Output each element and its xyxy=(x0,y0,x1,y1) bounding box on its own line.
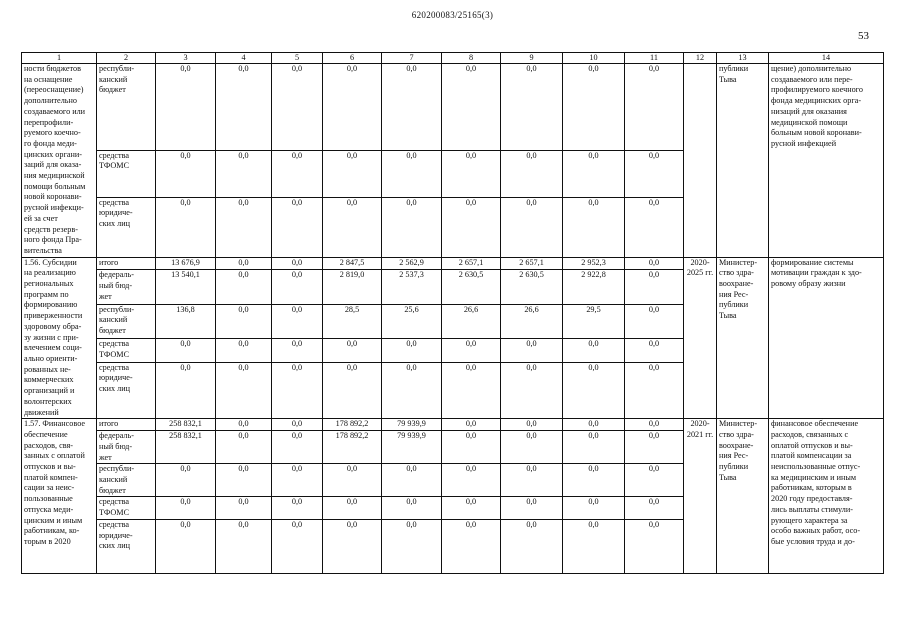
amount-cell: 0,0 xyxy=(625,270,684,305)
funding-source-cell: средства ТФОМС xyxy=(97,150,156,197)
amount-cell: 0,0 xyxy=(272,419,323,431)
amount-cell: 0,0 xyxy=(156,150,216,197)
amount-cell: 0,0 xyxy=(501,150,563,197)
amount-cell: 0,0 xyxy=(625,339,684,362)
amount-cell: 178 892,2 xyxy=(323,419,382,431)
amount-cell: 0,0 xyxy=(382,150,442,197)
amount-cell: 0,0 xyxy=(216,64,272,151)
amount-cell: 79 939,9 xyxy=(382,419,442,431)
amount-cell: 0,0 xyxy=(442,519,501,573)
amount-cell: 0,0 xyxy=(323,362,382,418)
amount-cell: 0,0 xyxy=(156,464,216,497)
table-row xyxy=(22,419,884,431)
funding-source-cell: итого xyxy=(97,419,156,431)
amount-cell: 0,0 xyxy=(323,519,382,573)
budget-table xyxy=(21,52,884,574)
amount-cell: 2 537,3 xyxy=(382,270,442,305)
amount-cell: 0,0 xyxy=(625,64,684,151)
amount-cell: 0,0 xyxy=(501,519,563,573)
amount-cell: 0,0 xyxy=(625,497,684,519)
column-number-row xyxy=(22,53,884,64)
amount-cell: 0,0 xyxy=(501,362,563,418)
column-number-4: 4 xyxy=(216,53,272,64)
amount-cell: 0,0 xyxy=(216,339,272,362)
document-id: 620200083/25165(3) xyxy=(411,10,494,20)
amount-cell: 0,0 xyxy=(563,419,625,431)
amount-cell: 0,0 xyxy=(442,150,501,197)
amount-cell: 26,6 xyxy=(442,304,501,339)
funding-source-cell: средства юридиче- ских лиц xyxy=(97,362,156,418)
amount-cell: 29,5 xyxy=(563,304,625,339)
column-number-12: 12 xyxy=(684,53,717,64)
amount-cell: 0,0 xyxy=(442,362,501,418)
amount-cell: 28,5 xyxy=(323,304,382,339)
amount-cell: 0,0 xyxy=(272,64,323,151)
column-number-2: 2 xyxy=(97,53,156,64)
column-number-7: 7 xyxy=(382,53,442,64)
amount-cell: 0,0 xyxy=(156,339,216,362)
amount-cell: 258 832,1 xyxy=(156,431,216,464)
amount-cell: 0,0 xyxy=(272,150,323,197)
amount-cell: 0,0 xyxy=(323,150,382,197)
amount-cell: 0,0 xyxy=(442,431,501,464)
amount-cell: 0,0 xyxy=(156,197,216,257)
amount-cell: 0,0 xyxy=(216,419,272,431)
amount-cell: 0,0 xyxy=(625,197,684,257)
column-number-8: 8 xyxy=(442,53,501,64)
amount-cell: 0,0 xyxy=(156,64,216,151)
amount-cell: 0,0 xyxy=(625,519,684,573)
activity-cell: 1.56. Субсидии на реализацию региональных программ по формированию приверженности здоровому обра- зу жизни с при- влечением соци- ально ориенти- рованных не- коммерческих организаций и волонтерских движений xyxy=(22,257,97,419)
amount-cell: 0,0 xyxy=(216,270,272,305)
amount-cell: 2 922,8 xyxy=(563,270,625,305)
amount-cell: 0,0 xyxy=(501,339,563,362)
funding-source-cell: средства юридиче- ских лиц xyxy=(97,519,156,573)
amount-cell: 79 939,9 xyxy=(382,431,442,464)
amount-cell: 2 952,3 xyxy=(563,257,625,270)
page-number: 53 xyxy=(858,30,869,42)
amount-cell: 0,0 xyxy=(501,464,563,497)
funding-source-cell: итого xyxy=(97,257,156,270)
amount-cell: 0,0 xyxy=(625,150,684,197)
period-cell: 2020- 2025 гг. xyxy=(684,257,717,419)
result-cell: финансовое обеспечение расходов, связанных с оплатой отпусков и вы- платой компенсации за неиспользованные отпус- ка медицинским и иным работникам, которым в 2020 году предоставля- лись выплаты стимули- рующего характера за особо важных работ, осо- бые условия труда и до- xyxy=(769,419,884,574)
amount-cell: 0,0 xyxy=(272,257,323,270)
amount-cell: 258 832,1 xyxy=(156,419,216,431)
amount-cell: 0,0 xyxy=(216,519,272,573)
amount-cell: 0,0 xyxy=(272,362,323,418)
amount-cell: 0,0 xyxy=(216,431,272,464)
amount-cell: 0,0 xyxy=(563,150,625,197)
funding-source-cell: средства ТФОМС xyxy=(97,497,156,519)
amount-cell: 0,0 xyxy=(563,431,625,464)
amount-cell: 0,0 xyxy=(156,497,216,519)
amount-cell: 13 676,9 xyxy=(156,257,216,270)
amount-cell: 2 819,0 xyxy=(323,270,382,305)
amount-cell: 0,0 xyxy=(382,519,442,573)
amount-cell: 0,0 xyxy=(501,419,563,431)
amount-cell: 0,0 xyxy=(272,304,323,339)
amount-cell: 0,0 xyxy=(563,197,625,257)
amount-cell: 0,0 xyxy=(563,339,625,362)
amount-cell: 2 657,1 xyxy=(501,257,563,270)
amount-cell: 178 892,2 xyxy=(323,431,382,464)
column-number-5: 5 xyxy=(272,53,323,64)
amount-cell: 0,0 xyxy=(563,519,625,573)
amount-cell: 0,0 xyxy=(563,464,625,497)
amount-cell: 2 630,5 xyxy=(501,270,563,305)
activity-cell: 1.57. Финансовое обеспечение расходов, свя- занных с оплатой отпусков и вы- платой компен- сации за неис- пользованные отпуска меди- цинским и иным работникам, ко- торым в 2020 xyxy=(22,419,97,574)
amount-cell: 0,0 xyxy=(625,362,684,418)
column-number-14: 14 xyxy=(769,53,884,64)
amount-cell: 0,0 xyxy=(323,339,382,362)
amount-cell: 0,0 xyxy=(442,197,501,257)
funding-source-cell: средства юридиче- ских лиц xyxy=(97,197,156,257)
amount-cell: 13 540,1 xyxy=(156,270,216,305)
funding-source-cell: федераль- ный бюд- жет xyxy=(97,270,156,305)
amount-cell: 0,0 xyxy=(442,339,501,362)
amount-cell: 0,0 xyxy=(625,419,684,431)
amount-cell: 0,0 xyxy=(323,64,382,151)
executor-cell: публики Тыва xyxy=(717,64,769,258)
amount-cell: 0,0 xyxy=(442,64,501,151)
amount-cell: 0,0 xyxy=(272,497,323,519)
amount-cell: 0,0 xyxy=(156,362,216,418)
amount-cell: 0,0 xyxy=(216,197,272,257)
amount-cell: 0,0 xyxy=(382,64,442,151)
amount-cell: 0,0 xyxy=(501,197,563,257)
column-number-1: 1 xyxy=(22,53,97,64)
column-number-9: 9 xyxy=(501,53,563,64)
result-cell: формирование системы мотивации граждан к здо- ровому образу жизни xyxy=(769,257,884,419)
amount-cell: 0,0 xyxy=(272,431,323,464)
amount-cell: 0,0 xyxy=(625,431,684,464)
amount-cell: 0,0 xyxy=(501,497,563,519)
amount-cell: 0,0 xyxy=(156,519,216,573)
amount-cell: 136,8 xyxy=(156,304,216,339)
amount-cell: 0,0 xyxy=(382,339,442,362)
amount-cell: 0,0 xyxy=(323,197,382,257)
funding-source-cell: республи- канский бюджет xyxy=(97,464,156,497)
amount-cell: 0,0 xyxy=(442,497,501,519)
amount-cell: 0,0 xyxy=(625,257,684,270)
period-cell: 2020- 2021 гг. xyxy=(684,419,717,574)
column-number-6: 6 xyxy=(323,53,382,64)
column-number-10: 10 xyxy=(563,53,625,64)
funding-source-cell: средства ТФОМС xyxy=(97,339,156,362)
amount-cell: 0,0 xyxy=(382,197,442,257)
amount-cell: 0,0 xyxy=(625,464,684,497)
amount-cell: 0,0 xyxy=(216,150,272,197)
amount-cell: 0,0 xyxy=(442,464,501,497)
amount-cell: 0,0 xyxy=(272,197,323,257)
column-number-3: 3 xyxy=(156,53,216,64)
amount-cell: 0,0 xyxy=(216,464,272,497)
amount-cell: 2 657,1 xyxy=(442,257,501,270)
amount-cell: 2 562,9 xyxy=(382,257,442,270)
amount-cell: 0,0 xyxy=(323,497,382,519)
amount-cell: 26,6 xyxy=(501,304,563,339)
funding-source-cell: республи- канский бюджет xyxy=(97,64,156,151)
amount-cell: 0,0 xyxy=(625,304,684,339)
amount-cell: 0,0 xyxy=(563,362,625,418)
executor-cell: Министер- ство здра- воохране- ния Рес- публики Тыва xyxy=(717,257,769,419)
amount-cell: 2 630,5 xyxy=(442,270,501,305)
amount-cell: 0,0 xyxy=(272,464,323,497)
amount-cell: 0,0 xyxy=(323,464,382,497)
column-number-11: 11 xyxy=(625,53,684,64)
amount-cell: 0,0 xyxy=(501,431,563,464)
executor-cell: Министер- ство здра- воохране- ния Рес- публики Тыва xyxy=(717,419,769,574)
column-number-13: 13 xyxy=(717,53,769,64)
amount-cell: 0,0 xyxy=(382,362,442,418)
period-cell xyxy=(684,64,717,258)
amount-cell: 0,0 xyxy=(216,362,272,418)
funding-source-cell: федераль- ный бюд- жет xyxy=(97,431,156,464)
amount-cell: 0,0 xyxy=(442,419,501,431)
amount-cell: 0,0 xyxy=(382,464,442,497)
amount-cell: 0,0 xyxy=(272,270,323,305)
activity-cell: ности бюджетов на оснащение (переоснащение) дополнительно создаваемого или перепрофили- руемого коечно- го фонда меди- цинских органи- заций для оказа- ния медицинской помощи больным новой коронави- русной инфекци- ей за счет средств резерв- ного фонда Пра- вительства xyxy=(22,64,97,258)
amount-cell: 0,0 xyxy=(501,64,563,151)
table-row xyxy=(22,64,884,151)
amount-cell: 0,0 xyxy=(563,64,625,151)
amount-cell: 25,6 xyxy=(382,304,442,339)
funding-source-cell: республи- канский бюджет xyxy=(97,304,156,339)
amount-cell: 0,0 xyxy=(272,519,323,573)
amount-cell: 2 847,5 xyxy=(323,257,382,270)
amount-cell: 0,0 xyxy=(272,339,323,362)
amount-cell: 0,0 xyxy=(216,257,272,270)
amount-cell: 0,0 xyxy=(216,497,272,519)
result-cell: щение) дополнительно создаваемого или пере- профилируемого коечного фонда медицинских орга- низаций для оказания медицинской помощи больным новой коронави- русной инфекцией xyxy=(769,64,884,258)
table-row xyxy=(22,257,884,270)
amount-cell: 0,0 xyxy=(563,497,625,519)
amount-cell: 0,0 xyxy=(216,304,272,339)
amount-cell: 0,0 xyxy=(382,497,442,519)
